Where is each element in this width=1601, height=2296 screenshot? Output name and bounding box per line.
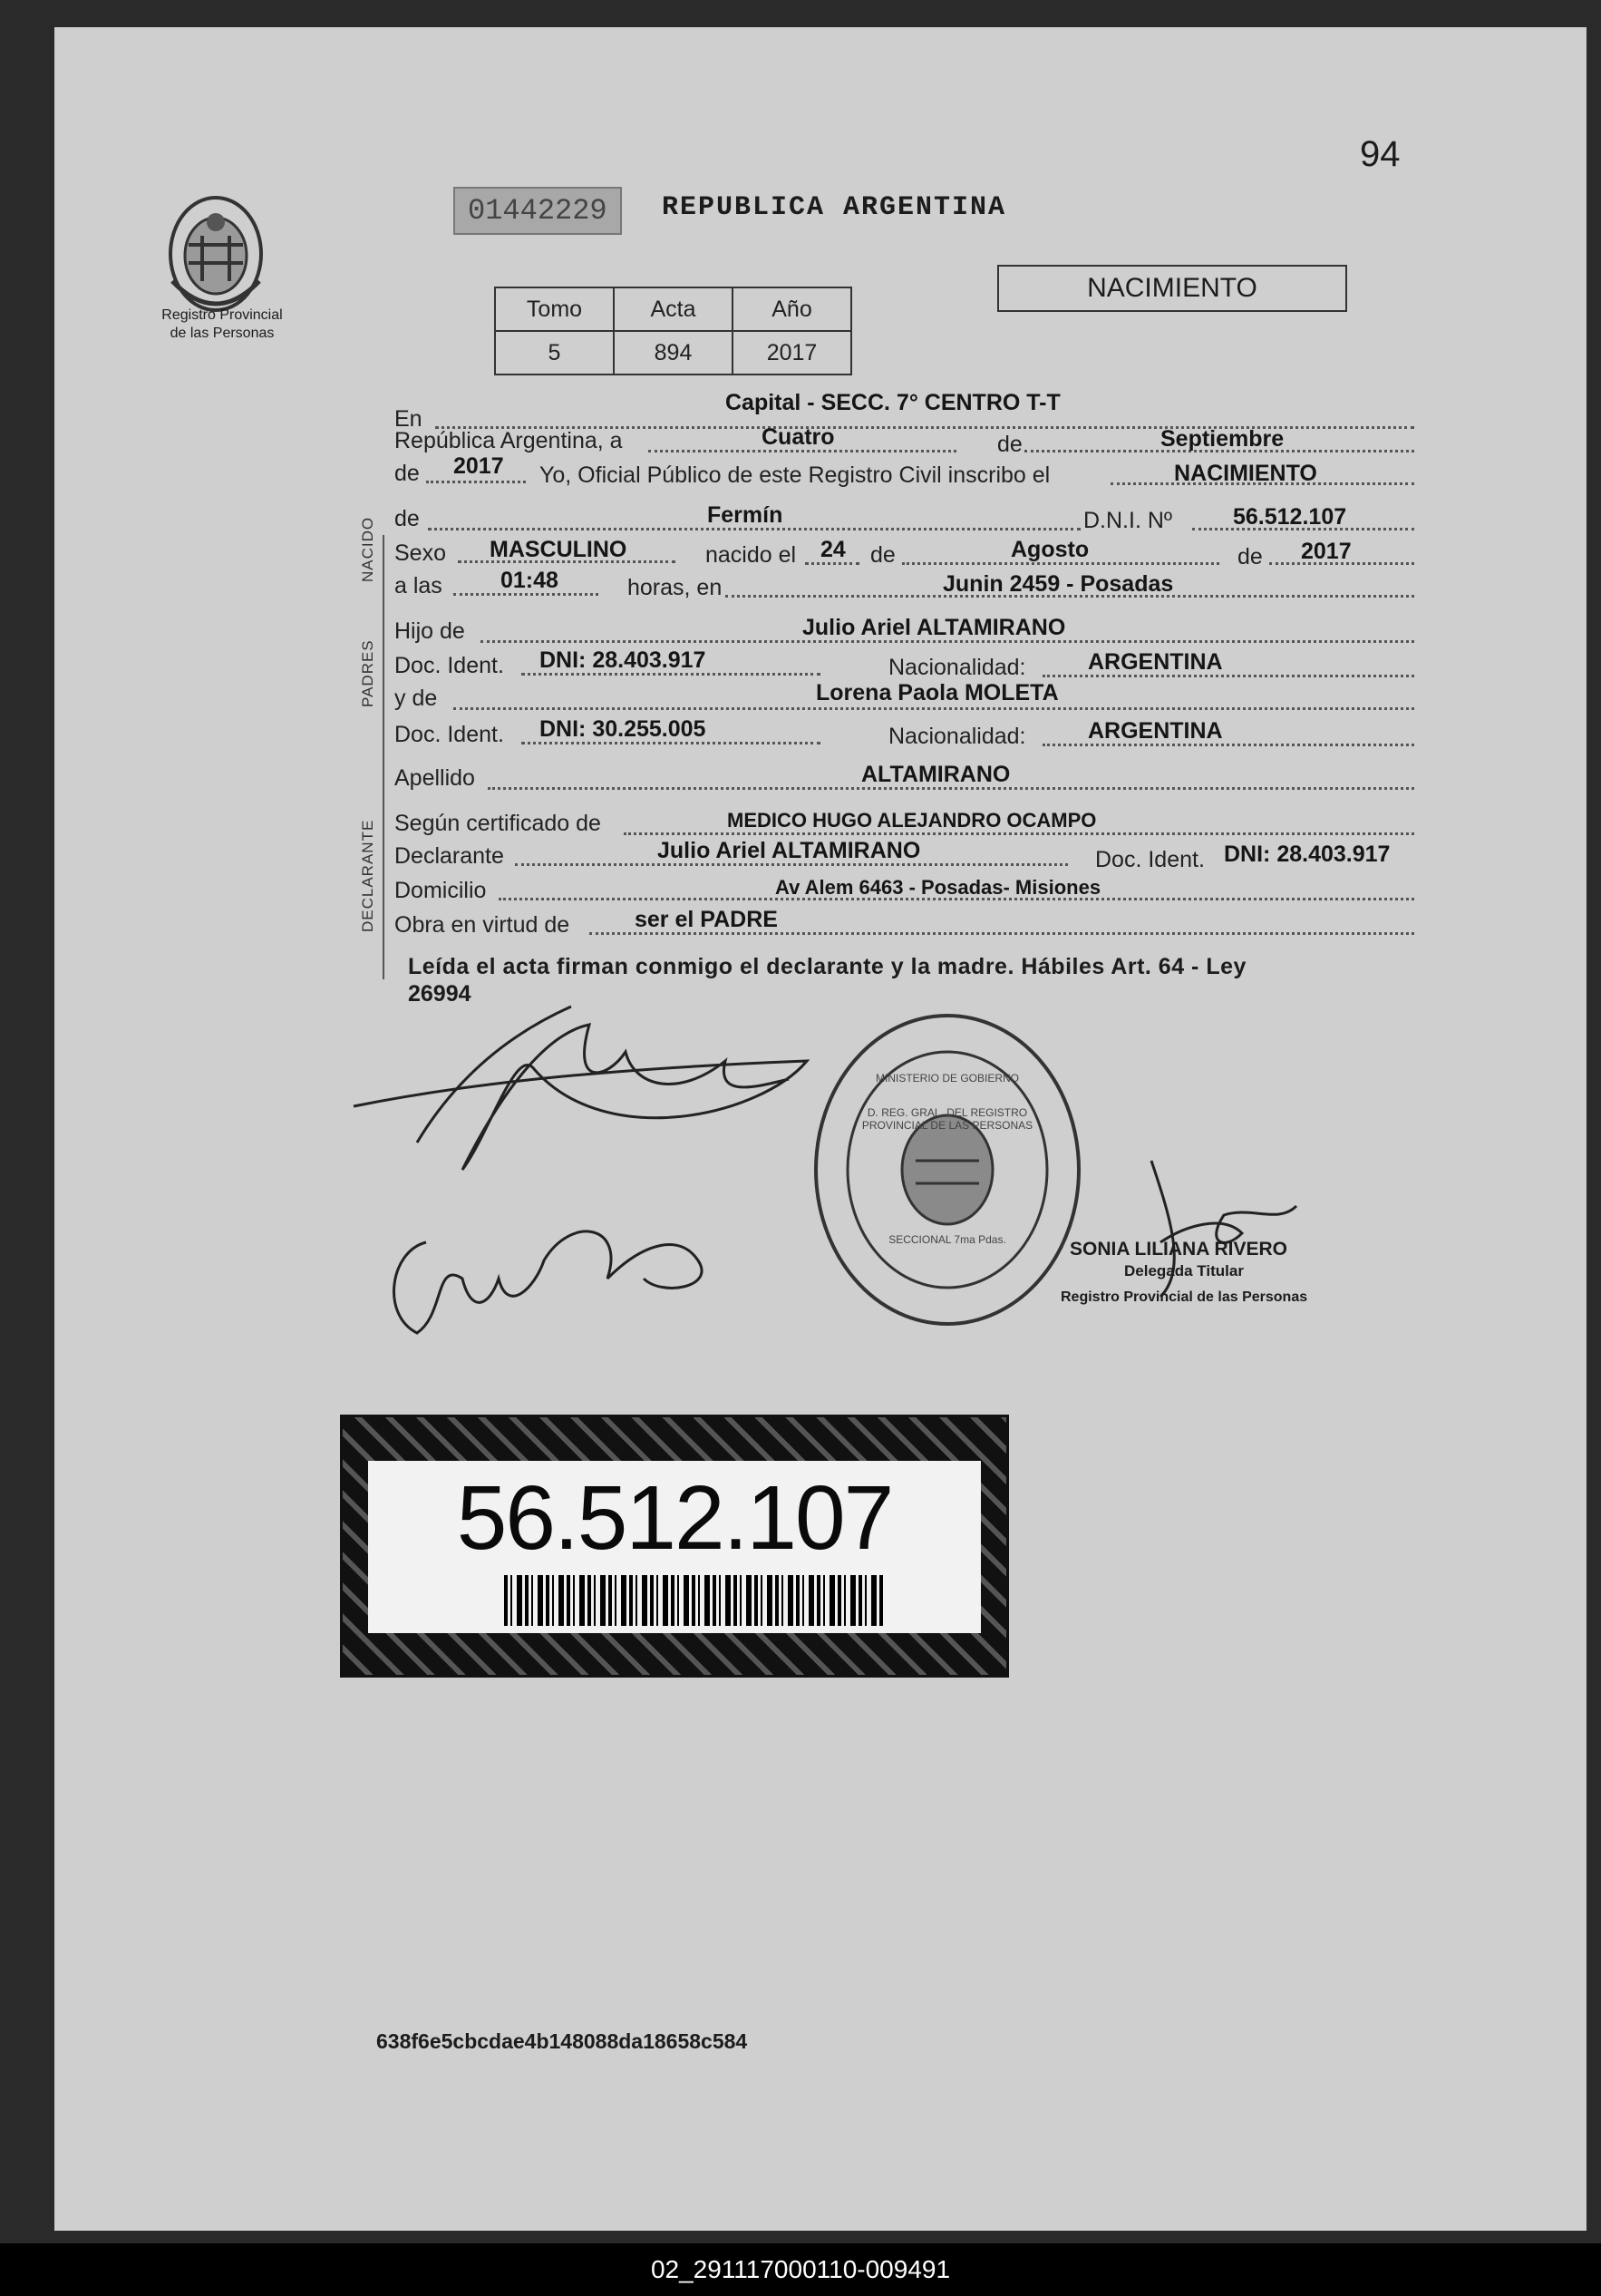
label-nacido-el: nacido el bbox=[705, 542, 797, 568]
official-stamp-inner-text: MINISTERIO DE GOBIERNO bbox=[875, 1072, 1019, 1085]
section-divider bbox=[383, 535, 384, 979]
value-certificado: MEDICO HUGO ALEJANDRO OCAMPO bbox=[727, 809, 1097, 832]
value-nombre: Fermín bbox=[707, 502, 783, 528]
official-round-stamp bbox=[807, 1007, 1088, 1333]
label-y-de: y de bbox=[394, 686, 438, 711]
label-declarante: Declarante bbox=[394, 843, 504, 869]
emblem-caption: Registro Provincial de las Personas bbox=[161, 307, 283, 341]
official-signature bbox=[1133, 1143, 1315, 1306]
side-label-padres: PADRES bbox=[359, 639, 376, 707]
table-header-anio: Año bbox=[733, 287, 851, 331]
label-horas-en: horas, en bbox=[627, 575, 723, 600]
label-dni: D.N.I. Nº bbox=[1083, 508, 1173, 533]
label-domicilio: Domicilio bbox=[394, 878, 487, 903]
official-office: Registro Provincial de las Personas bbox=[1061, 1289, 1308, 1305]
serial-number-stamp: 01442229 bbox=[453, 187, 622, 235]
barcode-label bbox=[368, 1461, 981, 1633]
label-de-1: de bbox=[997, 432, 1023, 457]
label-doc-ident-padre: Doc. Ident. bbox=[394, 653, 504, 678]
closing-text-line-1: Leída el acta firman conmigo el declarante y la madre. Hábiles Art. 64 - Ley bbox=[408, 954, 1247, 979]
value-dni: 56.512.107 bbox=[1233, 504, 1347, 530]
side-label-declarante: DECLARANTE bbox=[359, 819, 376, 932]
official-stamp-bottom-text: SECCIONAL 7ma Pdas. bbox=[888, 1233, 1006, 1246]
dotted-line bbox=[624, 832, 1414, 835]
label-sexo: Sexo bbox=[394, 540, 446, 566]
value-madre: Lorena Paola MOLETA bbox=[816, 680, 1059, 705]
value-hora: 01:48 bbox=[500, 568, 558, 593]
value-anio-nac: 2017 bbox=[1301, 539, 1352, 564]
value-mes-inscripcion: Septiembre bbox=[1160, 426, 1285, 452]
label-doc-ident-madre: Doc. Ident. bbox=[394, 722, 504, 747]
value-lugar: Capital - SECC. 7° CENTRO T-T bbox=[725, 390, 1061, 415]
side-label-nacido: NACIDO bbox=[359, 516, 376, 582]
value-dia-nac: 24 bbox=[820, 537, 846, 562]
value-madre-nac: ARGENTINA bbox=[1088, 718, 1223, 744]
label-a-las: a las bbox=[394, 573, 442, 598]
madre-signature bbox=[372, 1179, 752, 1360]
table-header-tomo: Tomo bbox=[495, 287, 614, 331]
official-seal-icon bbox=[807, 1007, 1088, 1333]
label-de-3: de bbox=[394, 506, 420, 531]
official-title: Delegada Titular bbox=[1124, 1262, 1244, 1279]
official-stamp-ring-text: D. REG. GRAL. DEL REGISTRO PROVINCIAL DE LAS PERSONAS bbox=[861, 1106, 1033, 1132]
label-nacionalidad-madre: Nacionalidad: bbox=[888, 724, 1026, 749]
value-padre: Julio Ariel ALTAMIRANO bbox=[802, 615, 1066, 640]
barcode-number: 56.512.107 bbox=[456, 1467, 893, 1569]
table-value-anio: 2017 bbox=[733, 331, 851, 375]
value-padre-doc: DNI: 28.403.917 bbox=[539, 647, 706, 673]
label-yo-oficial: Yo, Oficial Público de este Registro Civil inscribo el bbox=[539, 462, 1051, 488]
value-declarante-doc: DNI: 28.403.917 bbox=[1224, 842, 1391, 867]
official-name: SONIA LILIANA RIVERO bbox=[1070, 1239, 1287, 1260]
document-hash: 638f6e5cbcdae4b148088da18658c584 bbox=[376, 2029, 748, 2053]
footer-id: 02_291117000110-009491 bbox=[0, 2243, 1601, 2296]
barcode-bars bbox=[504, 1575, 885, 1626]
value-declarante: Julio Ariel ALTAMIRANO bbox=[657, 838, 921, 863]
signature-icon bbox=[1133, 1143, 1315, 1306]
value-apellido: ALTAMIRANO bbox=[861, 762, 1011, 787]
page-number: 94 bbox=[1360, 134, 1401, 174]
table-value-tomo: 5 bbox=[495, 331, 614, 375]
label-apellido: Apellido bbox=[394, 765, 475, 791]
country-title: REPUBLICA ARGENTINA bbox=[662, 192, 1007, 223]
signature-icon bbox=[372, 1179, 752, 1360]
record-type-box: NACIMIENTO bbox=[997, 265, 1347, 312]
dotted-line bbox=[426, 481, 526, 483]
label-de-4: de bbox=[870, 542, 896, 568]
label-hijo-de: Hijo de bbox=[394, 618, 465, 644]
value-sexo: MASCULINO bbox=[490, 537, 627, 562]
value-obra: ser el PADRE bbox=[635, 907, 778, 932]
value-lugar-nac: Junin 2459 - Posadas bbox=[943, 571, 1174, 597]
label-de-2: de bbox=[394, 461, 420, 486]
table-header-acta: Acta bbox=[614, 287, 733, 331]
table-value-acta: 894 bbox=[614, 331, 733, 375]
closing-text-line-2: 26994 bbox=[408, 981, 471, 1007]
barcode-sticker bbox=[340, 1415, 1009, 1678]
dotted-line bbox=[453, 707, 1414, 710]
value-dia-inscripcion: Cuatro bbox=[762, 424, 835, 450]
label-doc-ident-declarante: Doc. Ident. bbox=[1095, 847, 1205, 872]
label-segun-certificado: Según certificado de bbox=[394, 811, 601, 836]
label-en: En bbox=[394, 406, 422, 432]
document-page bbox=[54, 27, 1586, 2231]
value-padre-nac: ARGENTINA bbox=[1088, 649, 1223, 675]
label-republica: República Argentina, a bbox=[394, 428, 623, 453]
value-mes-nac: Agosto bbox=[1011, 537, 1090, 562]
value-anio-inscripcion: 2017 bbox=[453, 453, 504, 479]
label-de-5: de bbox=[1237, 544, 1263, 569]
record-table bbox=[494, 287, 852, 375]
value-acto: NACIMIENTO bbox=[1174, 461, 1317, 486]
label-obra: Obra en virtud de bbox=[394, 912, 570, 938]
value-domicilio: Av Alem 6463 - Posadas- Misiones bbox=[775, 876, 1101, 899]
value-madre-doc: DNI: 30.255.005 bbox=[539, 716, 706, 742]
label-nacionalidad-padre: Nacionalidad: bbox=[888, 655, 1026, 680]
